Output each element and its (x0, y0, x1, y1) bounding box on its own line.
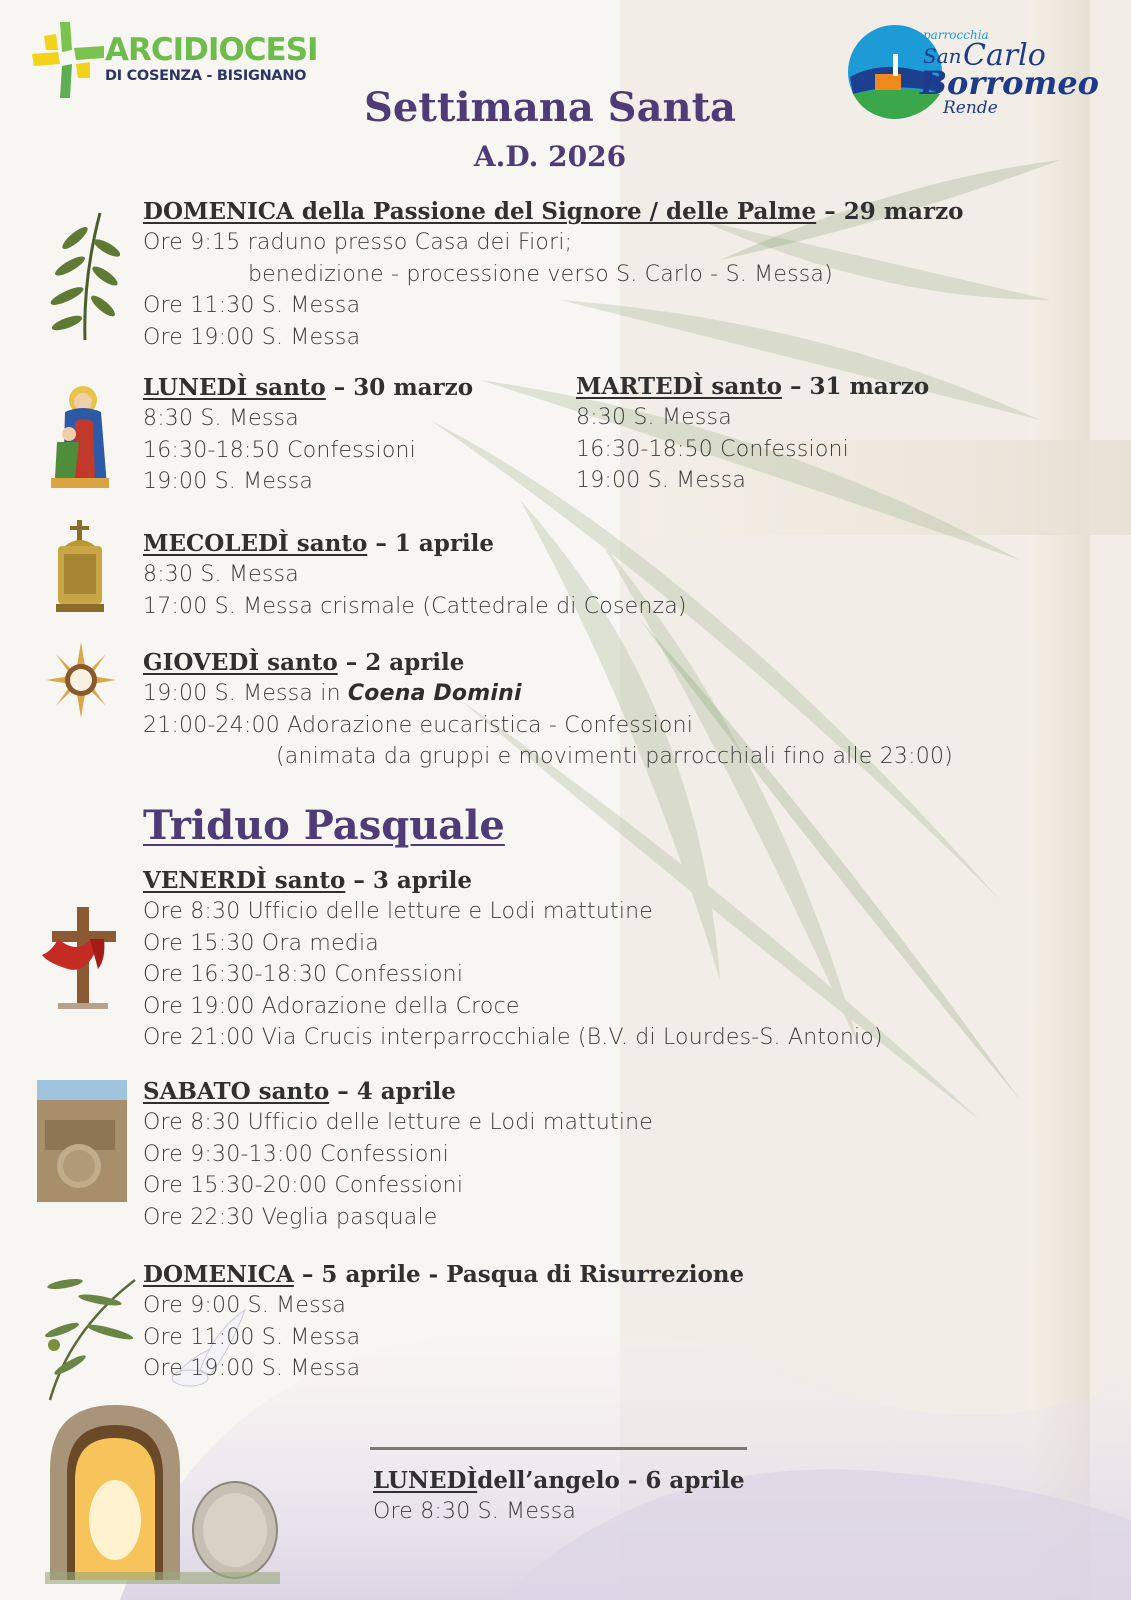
day-date: – 4 aprile (337, 1078, 456, 1105)
day-name: LUNEDÌ santo (143, 374, 326, 401)
day-name: GIOVEDÌ santo (143, 649, 338, 676)
tabernacle-icon (50, 520, 110, 615)
page-subtitle: A.D. 2026 (473, 140, 627, 173)
schedule-line: Ore 9:00 S. Messa (143, 1293, 347, 1318)
schedule-line: Ore 15:30-20:00 Confessioni (143, 1173, 464, 1198)
section-holy-thursday (143, 647, 953, 773)
mary-and-child-icon (45, 382, 115, 492)
divider (370, 1447, 747, 1450)
schedule-line: benedizione - processione verso S. Carlo - S. Messa) (248, 261, 833, 287)
monstrance-icon (44, 640, 119, 720)
day-date: – 31 marzo (789, 373, 930, 400)
schedule-line: Ore 19:00 S. Messa (143, 324, 361, 350)
day-name: MECOLEDÌ santo (143, 530, 368, 557)
schedule-line: Ore 9:30-13:00 Confessioni (143, 1141, 449, 1167)
schedule-line: 21:00-24:00 Adorazione eucaristica - Confessioni (143, 712, 694, 738)
section-heading (143, 865, 883, 896)
schedule-line: 16:30-18:50 Confessioni (576, 436, 849, 462)
archdiocese-name: ARCIDIOCESI (105, 32, 318, 68)
schedule-line: Ore 19:00 S. Messa (143, 1356, 361, 1381)
day-name: MARTEDÌ santo (576, 373, 782, 400)
schedule-line: (animata da gruppi e movimenti parrocchiali fino alle 23:00) (276, 744, 953, 769)
day-date: – 29 marzo (824, 198, 964, 225)
day-date: dell’angelo - 6 aprile (477, 1467, 745, 1494)
cross-with-cloth-icon (38, 905, 128, 1010)
day-name: VENERDÌ santo (143, 867, 346, 894)
triduo-heading: Triduo Pasquale (143, 802, 505, 849)
schedule-line: 8:30 S. Messa (143, 406, 299, 431)
schedule-line: Ore 11:30 S. Messa (143, 293, 361, 318)
schedule-line: 8:30 S. Messa (143, 562, 299, 587)
day-date: – 30 marzo (333, 374, 474, 401)
day-date: – 3 aprile (353, 867, 473, 894)
page-title: Settimana Santa (364, 84, 736, 131)
section-holy-monday (143, 372, 473, 498)
archdiocese-logo-text (105, 34, 318, 85)
day-date: – 5 aprile - Pasqua di Risurrezione (301, 1261, 745, 1288)
day-name: LUNEDÌ (373, 1467, 478, 1494)
schedule-line: Ore 19:00 Adorazione della Croce (143, 993, 520, 1019)
day-name: DOMENICA (143, 1261, 294, 1288)
archdiocese-subtitle: DI COSENZA - BISIGNANO (105, 68, 307, 84)
schedule-line: Ore 8:30 Ufficio delle letture e Lodi mattutine (143, 1110, 654, 1135)
section-heading (143, 372, 473, 403)
section-heading (143, 196, 963, 227)
section-heading (143, 528, 687, 559)
line-italic-text: Coena Domini (347, 681, 522, 706)
empty-tomb-stone-icon (35, 1080, 130, 1205)
schedule-line: Ore 15:30 Ora media (143, 930, 379, 956)
section-easter-monday (373, 1465, 745, 1528)
section-heading (143, 1076, 653, 1107)
schedule-line: Ore 11:00 S. Messa (143, 1324, 361, 1350)
parish-borromeo: Borromeo (920, 64, 1100, 102)
day-name: DOMENICA della Passione del Signore / delle Palme (143, 198, 817, 225)
line-text: 19:00 S. Messa in (143, 681, 341, 706)
schedule-line: Ore 9:15 raduno presso Casa dei Fiori; (143, 230, 573, 255)
day-date: – 1 aprile (375, 530, 495, 557)
section-heading (143, 647, 953, 678)
section-easter-sunday (143, 1259, 744, 1385)
schedule-line: Ore 16:30-18:30 Confessioni (143, 962, 464, 987)
section-heading (576, 371, 929, 402)
schedule-line (143, 678, 953, 710)
schedule-line: Ore 22:30 Veglia pasquale (143, 1204, 438, 1230)
schedule-line: Ore 21:00 Via Crucis interparrocchiale (B.V. di Lourdes-S. Antonio) (143, 1025, 883, 1050)
schedule-line: Ore 8:30 Ufficio delle letture e Lodi mattutine (143, 899, 654, 924)
section-good-friday (143, 865, 883, 1054)
schedule-line: 19:00 S. Messa (143, 469, 314, 494)
schedule-line: Ore 8:30 S. Messa (373, 1499, 577, 1524)
section-palm-sunday (143, 196, 963, 353)
section-heading (143, 1259, 744, 1290)
parish-carlo: Carlo (963, 38, 1046, 73)
parish-rende: Rende (943, 98, 998, 118)
schedule-line: 19:00 S. Messa (576, 468, 747, 493)
schedule-line: 8:30 S. Messa (576, 405, 732, 430)
parish-label: parrocchia (923, 28, 989, 42)
section-holy-saturday (143, 1076, 653, 1233)
schedule-line: 17:00 S. Messa crismale (Cattedrale di Cosenza) (143, 593, 687, 619)
day-date: – 2 aprile (345, 649, 465, 676)
olive-branch-icon (45, 208, 120, 343)
section-holy-wednesday (143, 528, 687, 622)
section-holy-tuesday (576, 371, 929, 497)
open-tomb-icon (45, 1400, 280, 1585)
parish-san: San (923, 44, 962, 68)
section-heading (373, 1465, 745, 1496)
schedule-line: 16:30-18:50 Confessioni (143, 437, 416, 463)
day-name: SABATO santo (143, 1078, 330, 1105)
